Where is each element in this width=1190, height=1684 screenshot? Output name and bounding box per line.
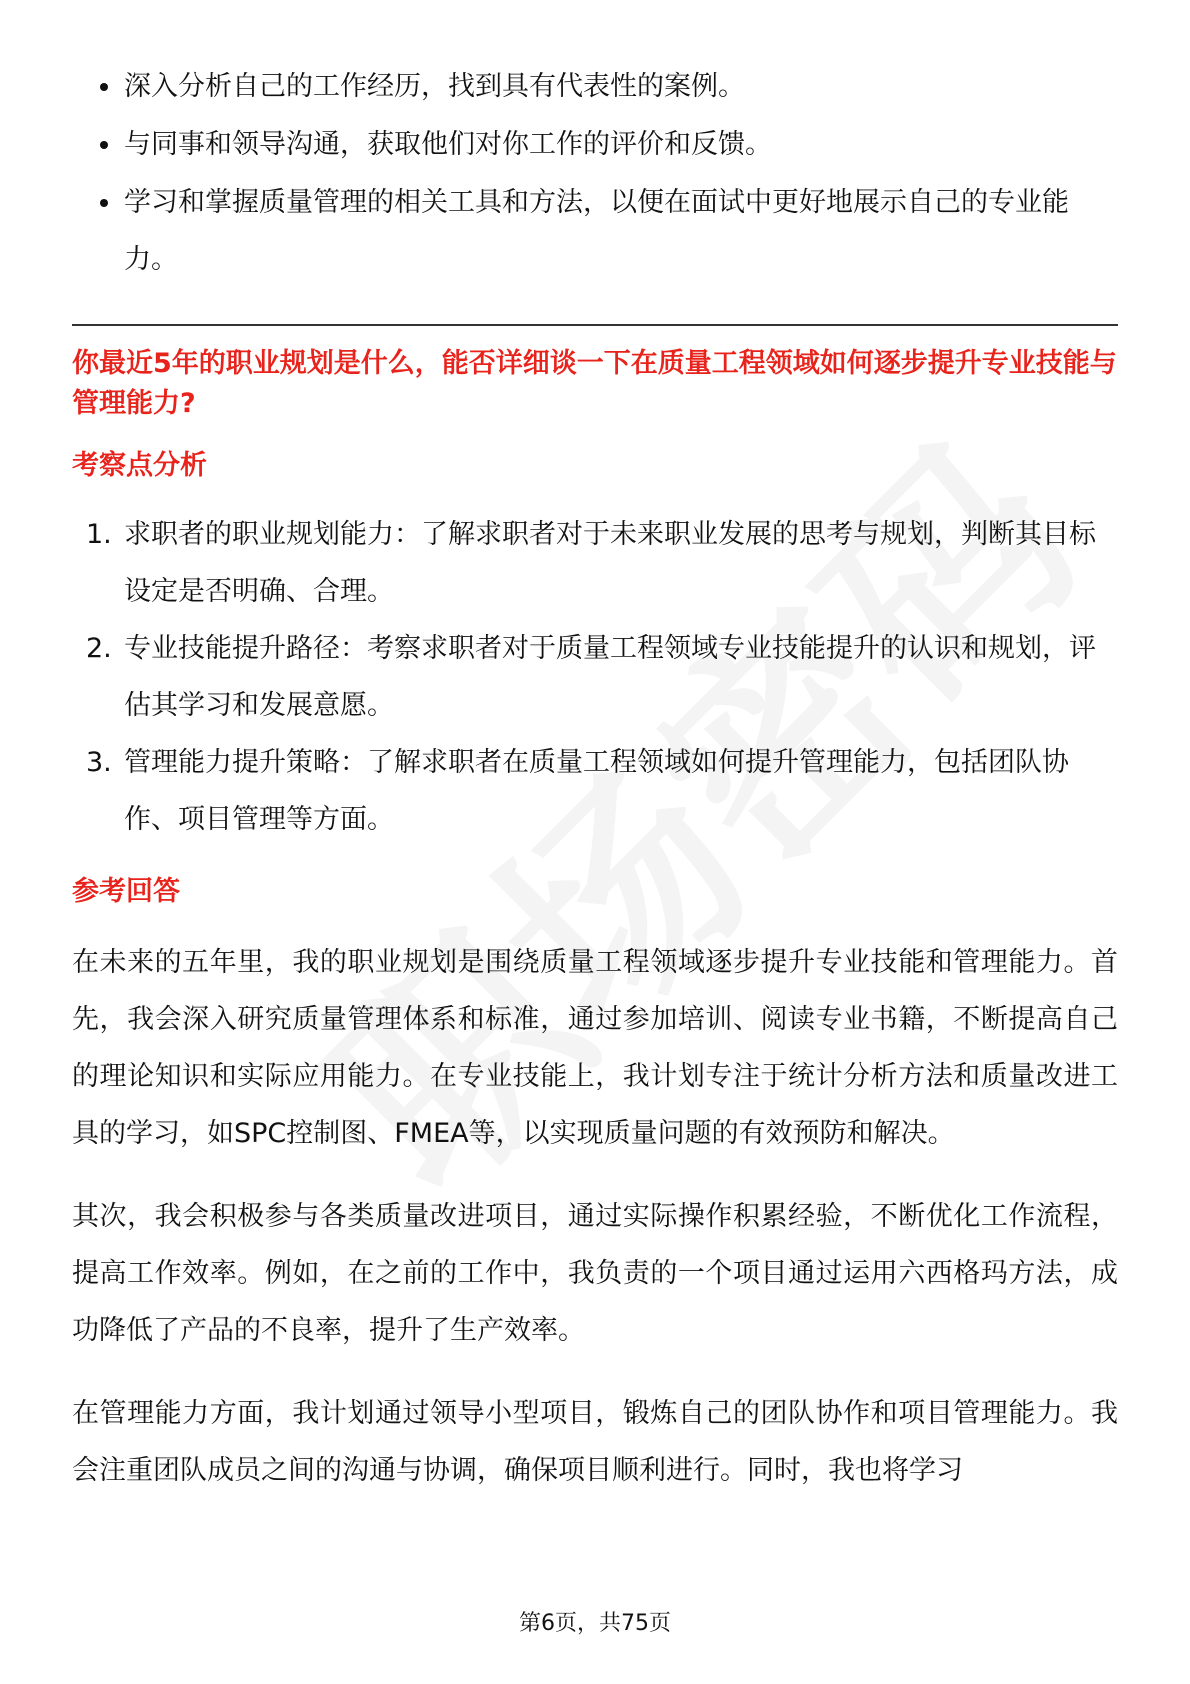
list-item — [72, 174, 1118, 288]
item-number: 1. — [86, 519, 112, 550]
page-content — [72, 58, 1118, 1525]
bullet-dot-icon — [100, 83, 108, 91]
bullet-dot-icon — [100, 199, 108, 207]
list-item — [72, 116, 1118, 173]
list-item — [72, 620, 1118, 734]
section-divider — [72, 324, 1118, 326]
bullet-text: 深入分析自己的工作经历，找到具有代表性的案例。 — [124, 71, 745, 102]
bullet-text: 学习和掌握质量管理的相关工具和方法，以便在面试中更好地展示自己的专业能力。 — [124, 187, 1069, 275]
answer-heading: 参考回答 — [72, 876, 180, 907]
answer-paragraph: 其次，我会积极参与各类质量改进项目，通过实际操作积累经验，不断优化工作流程，提高工作效率。例如，在之前的工作中，我负责的一个项目通过运用六西格玛方法，成功降低了产品的不良率，提升了生产效率。 — [72, 1201, 1118, 1346]
item-number: 2. — [86, 633, 112, 664]
bullet-dot-icon — [100, 141, 108, 149]
item-text: 管理能力提升策略：了解求职者在质量工程领域如何提升管理能力，包括团队协作、项目管理等方面。 — [124, 747, 1069, 835]
item-text: 专业技能提升路径：考察求职者对于质量工程领域专业技能提升的认识和规划，评估其学习和发展意愿。 — [124, 633, 1096, 721]
answer-paragraph: 在管理能力方面，我计划通过领导小型项目，锻炼自己的团队协作和项目管理能力。我会注重团队成员之间的沟通与协调，确保项目顺利进行。同时，我也将学习 — [72, 1398, 1118, 1486]
list-item — [72, 506, 1118, 620]
answer-paragraph: 在未来的五年里，我的职业规划是围绕质量工程领域逐步提升专业技能和管理能力。首先，我会深入研究质量管理体系和标准，通过参加培训、阅读专业书籍，不断提高自己的理论知识和实际应用能力。在专业技能上，我计划专注于统计分析方法和质量改进工具的学习，如SPC控制图、FMEA等，以实现质量问题的有效预防和解决。 — [72, 947, 1118, 1149]
analysis-heading: 考察点分析 — [72, 450, 207, 481]
intro-bullet-list — [72, 58, 1118, 288]
question-title: 你最近5年的职业规划是什么，能否详细谈一下在质量工程领域如何逐步提升专业技能与管理能力? — [72, 348, 1117, 419]
item-number: 3. — [86, 747, 112, 778]
page-footer: 第6页，共75页 — [519, 1611, 671, 1636]
bullet-text: 与同事和领导沟通，获取他们对你工作的评价和反馈。 — [124, 129, 772, 160]
list-item — [72, 734, 1118, 848]
item-text: 求职者的职业规划能力：了解求职者对于未来职业发展的思考与规划，判断其目标设定是否明确、合理。 — [124, 519, 1096, 607]
analysis-list — [72, 506, 1118, 848]
list-item — [72, 58, 1118, 115]
